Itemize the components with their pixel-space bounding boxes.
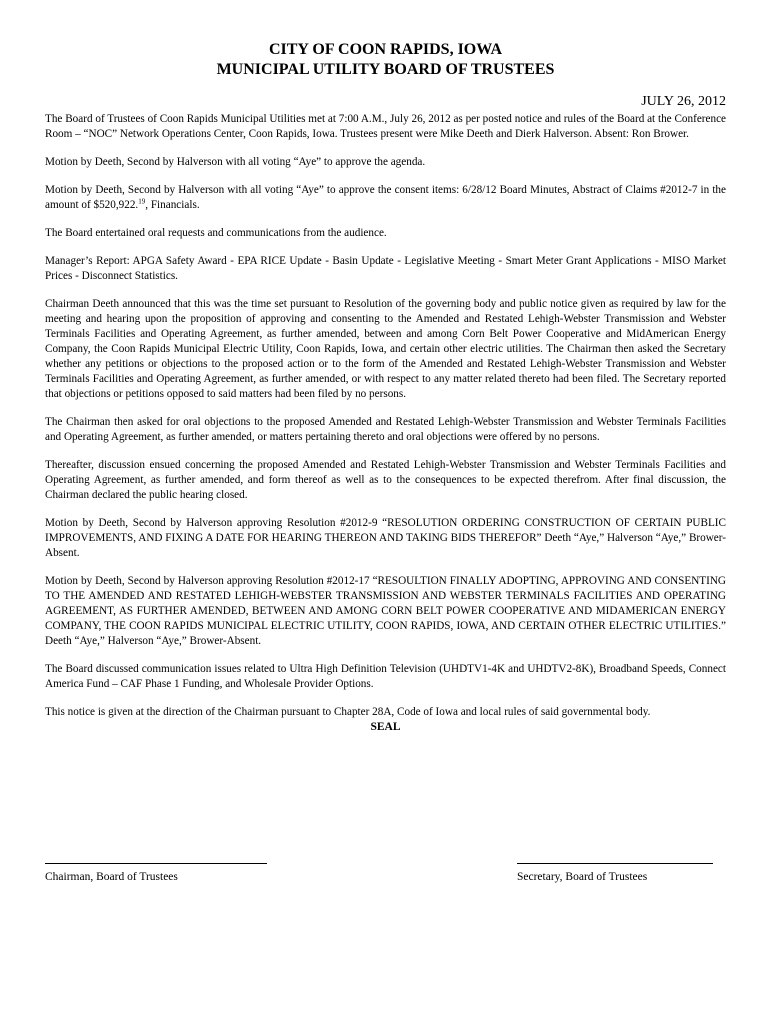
paragraph-resolution-2012-9: Motion by Deeth, Second by Halverson approving Resolution #2012-9 “RESOLUTION ORDERING CONSTRUCTION OF CERTAIN PUBLIC IMPROVEMENTS, AND FIXING A DATE FOR HEARING THEREON AND TAKING BIDS THEREFOR” Deeth “Aye,” Halverson “Aye,” Brower-Absent. (45, 517, 726, 559)
secretary-signature-line (517, 863, 713, 864)
consent-text: Motion by Deeth, Second by Halverson with all voting “Aye” to approve the consent items: 6/28/12 Board Minutes, Abstract of Claims #2012-7 in the amount of $520,922. (45, 184, 726, 211)
seal-label (45, 720, 726, 735)
paragraph-audience: The Board entertained oral requests and communications from the audience. (45, 227, 387, 239)
title-line-2: MUNICIPAL UTILITY BOARD OF TRUSTEES (216, 61, 555, 78)
consent-text-end: , Financials. (145, 199, 200, 211)
document-page (45, 40, 726, 735)
paragraph-agenda-motion: Motion by Deeth, Second by Halverson with all voting “Aye” to approve the agenda. (45, 156, 426, 168)
seal-text: SEAL (370, 721, 401, 733)
paragraph-notice: This notice is given at the direction of the Chairman pursuant to Chapter 28A, Code of Iowa and local rules of said governmental body. (45, 706, 651, 718)
chairman-signature-line (45, 863, 267, 864)
signature-block (45, 863, 726, 887)
chairman-signature-label: Chairman, Board of Trustees (45, 871, 178, 883)
paragraph-hearing-announcement: Chairman Deeth announced that this was the time set pursuant to Resolution of the governing body and public notice given as required by law for the meeting and hearing upon the proposition of approving and consenting to the Amended and Restated Lehigh-Webster Transmission and Webster Terminals Facilities and Operating Agreement, as further amended, between and among Corn Belt Power Cooperative and MidAmerican Energy Company, the Coon Rapids Municipal Electric Utility, Coon Rapids, Iowa, and certain other electric utilities. The Chairman then asked the Secretary whether any petitions or objections to the proposed action or to the form of the Amended and Restated Lehigh-Webster Transmission and Webster Terminals Facilities and Operating Agreement, as further amended, or with respect to any matter related thereto had been filed. The Secretary reported that objections or petitions opposed to said matters had been filed by no persons. (45, 298, 726, 400)
paragraph-communication-issues: The Board discussed communication issues related to Ultra High Definition Television (UHDTV1-4K and UHDTV2-8K), Broadband Speeds, Connect America Fund – CAF Phase 1 Funding, and Wholesale Provider Options. (45, 663, 726, 690)
paragraph-oral-objections: The Chairman then asked for oral objections to the proposed Amended and Restated Lehigh-Webster Transmission and Webster Terminals Facilities and Operating Agreement, as further amended, or matters pertaining thereto and oral objections were offered by no persons. (45, 416, 726, 443)
paragraph-managers-report: Manager’s Report: APGA Safety Award - EPA RICE Update - Basin Update - Legislative Meeting - Smart Meter Grant Applications - MISO Market Prices - Disconnect Statistics. (45, 255, 726, 282)
document-title (45, 40, 726, 80)
secretary-signature-label: Secretary, Board of Trustees (517, 871, 648, 883)
chairman-signature (45, 863, 267, 884)
meeting-date: JULY 26, 2012 (641, 94, 726, 109)
secretary-signature (517, 863, 713, 884)
paragraph-resolution-2012-17: Motion by Deeth, Second by Halverson approving Resolution #2012-17 “RESOULTION FINALLY ADOPTING, APPROVING AND CONSENTING TO THE AMENDED AND RESTATED LEHIGH-WEBSTER TRANSMISSION AND WEBSTER TERMINALS FACILITIES AND OPERATING AGREEMENT, AS FURTHER AMENDED, BETWEEN AND AMONG CORN BELT POWER COOPERATIVE AND MIDAMERICAN ENERGY COMPANY, THE COON RAPIDS MUNICIPAL ELECTRIC UTILITY, COON RAPIDS, IOWA, AND CERTAIN OTHER ELECTRIC UTILITIES.” Deeth “Aye,” Halverson “Aye,” Brower-Absent. (45, 575, 726, 647)
cents-superscript: 19 (138, 197, 146, 206)
title-line-1: CITY OF COON RAPIDS, IOWA (268, 41, 503, 58)
paragraph-consent-motion (45, 183, 726, 213)
paragraph-attendance: The Board of Trustees of Coon Rapids Municipal Utilities met at 7:00 A.M., July 26, 2012 as per posted notice and rules of the Board at the Conference Room – “NOC” Network Operations Center, Coon Rapids, Iowa. Trustees present were Mike Deeth and Dierk Halverson. Absent: Ron Brower. (45, 113, 726, 140)
paragraph-discussion: Thereafter, discussion ensued concerning the proposed Amended and Restated Lehigh-Webster Transmission and Webster Terminals Facilities and Operating Agreement, as further amended, and form thereof as well as to the consequences to be expected therefrom. After final discussion, the Chairman declared the public hearing closed. (45, 459, 726, 501)
